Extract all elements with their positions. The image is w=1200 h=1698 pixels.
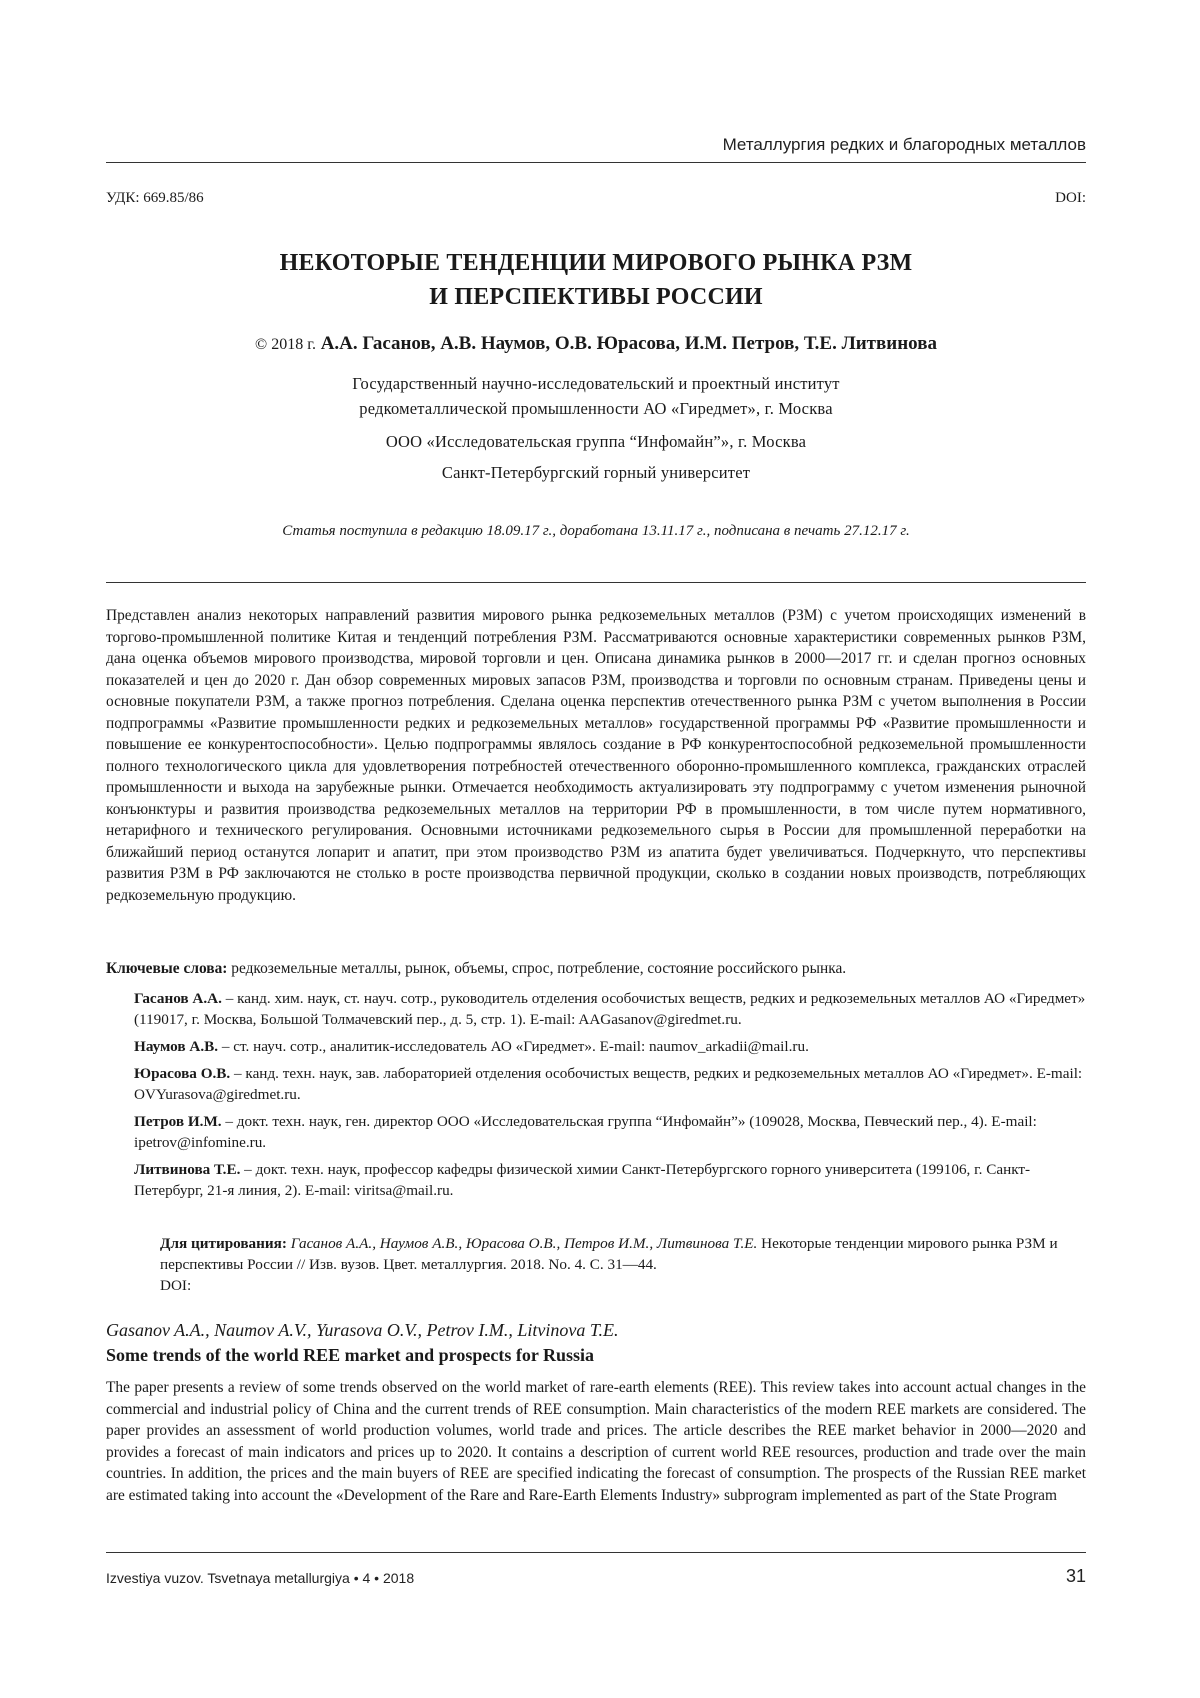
udk-code: УДК: 669.85/86 bbox=[106, 190, 204, 206]
article-title bbox=[106, 246, 1086, 314]
running-header bbox=[106, 132, 1086, 163]
citation-text: Некоторые тенденции мирового рынка РЗМ и перспективы России // Изв. вузов. Цвет. металлургия. 2018. No. 4. С. 31—44. bbox=[160, 1235, 1058, 1273]
bio-text: – ст. науч. сотр., аналитик-исследователь АО «Гиредмет». E-mail: naumov_arkadii@mail.ru. bbox=[218, 1038, 809, 1055]
bio-text: – канд. хим. наук, ст. науч. сотр., руководитель отделения особочистых веществ, редких и редкоземельных металлов АО «Гиредмет» (119017, г. Москва, Большой Толмачевский пер., д. 5, стр. 1). E-mail: AAGasanov@giredmet.ru. bbox=[134, 990, 1086, 1028]
keywords-label: Ключевые слова: bbox=[106, 960, 228, 977]
author-bios bbox=[134, 988, 1086, 1207]
bio-litvinova bbox=[134, 1159, 1086, 1201]
bio-petrov bbox=[134, 1111, 1086, 1153]
keywords bbox=[106, 958, 1086, 979]
bio-name: Наумов А.В. bbox=[134, 1038, 219, 1055]
abstract-ru: Представлен анализ некоторых направлений развития мирового рынка редкоземельных металлов (РЗМ) с учетом происходящих изменений в торгово-промышленной политике Китая и тенденций потребления РЗМ. Рассматриваются основные характеристики современных рынков РЗМ, дана оценка объемов мирового производства, мировой торговли и цен. Описана динамика рынков в 2000—2017 гг. и сделан прогноз основных показателей и цен до 2020 г. Дан обзор современных мировых запасов РЗМ, производства и торговли по основным странам. Приведены цены и основные покупатели РЗМ, а также прогноз потребления. Сделана оценка перспектив отечественного рынка РЗМ с учетом выполнения в России подпрограммы «Развитие промышленности редких и редкоземельных металлов» государственной программы РФ «Развитие промышленности и повышение ее конкурентоспособности». Целью подпрограммы являлось создание в РФ конкурентоспособной редкоземельной промышленности полного технологического цикла для удовлетворения потребностей отечественного оборонно-промышленного комплекса, гражданских отраслей промышленности и выхода на зарубежные рынки. Отмечается необходимость актуализировать эту подпрограмму с учетом изменения рыночной конъюнктуры и развития производства редкоземельных металлов на территории РФ в промышленности, в том числе путем нормативного, нетарифного и технического регулирования. Основными источниками редкоземельного сырья в России для промышленной переработки на ближайший период останутся лопарит и апатит, при этом производство РЗМ из апатита будет увеличиваться. Подчеркнуто, что перспективы развития РЗМ в РФ заключаются не столько в росте производства первичной продукции, сколько в создании новых производств, потребляющих редкоземельную продукцию. bbox=[106, 607, 1086, 904]
bio-name: Гасанов А.А. bbox=[134, 990, 222, 1007]
copyright-year: © 2018 г. bbox=[255, 336, 316, 353]
citation-label: Для цитирования: bbox=[160, 1235, 287, 1252]
keywords-text: редкоземельные металлы, рынок, объемы, спрос, потребление, состояние российского рынка. bbox=[227, 960, 847, 977]
citation-authors: Гасанов А.А., Наумов А.В., Юрасова О.В., Петров И.М., Литвинова Т.Е. bbox=[286, 1235, 758, 1252]
top-divider bbox=[106, 582, 1086, 583]
bio-yurasova bbox=[134, 1063, 1086, 1105]
affiliation-1-line-2: редкометаллической промышленности АО «Гиредмет», г. Москва bbox=[359, 399, 833, 418]
affiliation-2: ООО «Исследовательская группа “Инфомайн”», г. Москва bbox=[385, 432, 807, 451]
bio-naumov bbox=[134, 1036, 1086, 1057]
bio-text: – канд. техн. наук, зав. лабораторией отделения особочистых веществ, редких и редкоземельных металлов АО «Гиредмет». E-mail: OVYurasova@giredmet.ru. bbox=[134, 1065, 1083, 1103]
title-line-1: НЕКОТОРЫЕ ТЕНДЕНЦИИ МИРОВОГО РЫНКА РЗМ bbox=[279, 250, 913, 276]
title-line-2: И ПЕРСПЕКТИВЫ РОССИИ bbox=[429, 284, 763, 310]
footer-journal: Izvestiya vuzov. Tsvetnaya metallurgiya • 4 • 2018 bbox=[106, 1570, 415, 1586]
received-dates: Статья поступила в редакцию 18.09.17 г., доработана 13.11.17 г., подписана в печать 27.12.17 г. bbox=[282, 523, 910, 539]
bio-text: – докт. техн. наук, профессор кафедры физической химии Санкт-Петербургского горного университета (199106, г. Санкт-Петербург, 21-я линия, 2). E-mail: viritsa@mail.ru. bbox=[134, 1161, 1031, 1199]
doi-label: DOI: bbox=[1055, 190, 1086, 206]
affiliation-1-line-1: Государственный научно-исследовательский и проектный институт bbox=[352, 374, 840, 393]
citation-block bbox=[160, 1233, 1086, 1296]
page-number: 31 bbox=[1065, 1566, 1086, 1586]
abstract-en: The paper presents a review of some trends observed on the world market of rare-earth elements (REE). This review takes into account actual changes in the commercial and industrial policy of China and the current trends of REE consumption. Main characteristics of the modern REE markets are considered. The paper provides an assessment of world production volumes, world trade and prices. The article describes the REE market behavior in 2000—2020 and provides a forecast of main indicators and prices up to 2020. It contains a description of current world REE resources, production and trade over the main countries. In addition, the prices and the main buyers of REE are specified indicating the forecast of consumption. The prospects of the Russian REE market are estimated taking into account the «Development of the Rare and Rare-Earth Elements Industry» subprogram implemented as part of the State Program bbox=[106, 1379, 1086, 1504]
bio-gasanov bbox=[134, 988, 1086, 1030]
author-names: А.А. Гасанов, А.В. Наумов, О.В. Юрасова, И.М. Петров, Т.Е. Литвинова bbox=[320, 333, 937, 354]
author-line bbox=[106, 333, 1086, 355]
english-authors: Gasanov A.A., Naumov A.V., Yurasova O.V., Petrov I.M., Litvinova T.E. bbox=[106, 1320, 619, 1340]
bio-name: Литвинова Т.Е. bbox=[134, 1161, 241, 1178]
bio-name: Юрасова О.В. bbox=[134, 1065, 231, 1082]
affiliation-3: Санкт-Петербургский горный университет bbox=[441, 463, 751, 482]
citation-doi: DOI: bbox=[160, 1277, 192, 1294]
bio-name: Петров И.М. bbox=[134, 1113, 222, 1130]
english-title: Some trends of the world REE market and prospects for Russia bbox=[106, 1345, 595, 1365]
footer-divider bbox=[106, 1552, 1086, 1553]
affiliation-1 bbox=[106, 371, 1086, 421]
section-title: Металлургия редких и благородных металлов bbox=[722, 135, 1086, 154]
bio-text: – докт. техн. наук, ген. директор ООО «Исследовательская группа “Инфомайн”» (109028, Москва, Певческий пер., 4). E-mail: ipetrov@infomine.ru. bbox=[134, 1113, 1037, 1151]
